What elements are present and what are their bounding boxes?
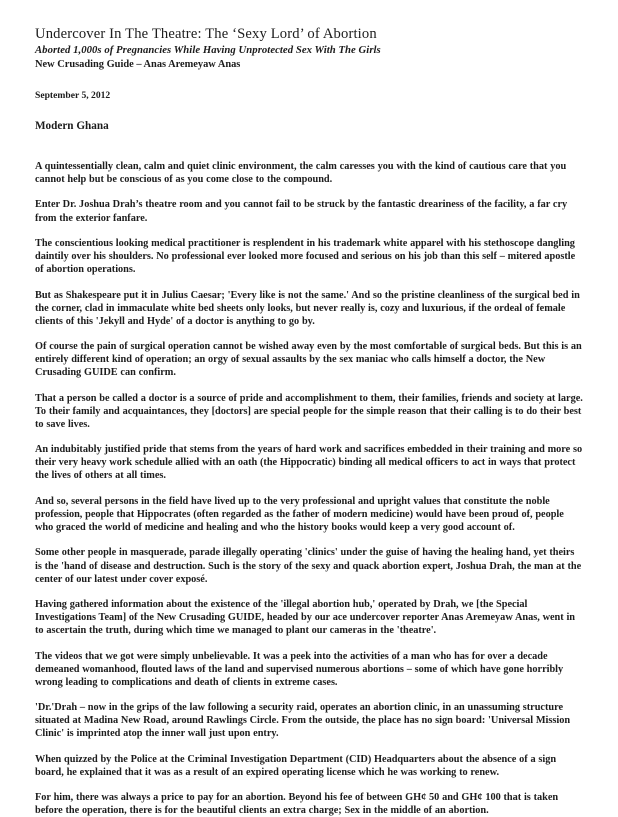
page-title: Undercover In The Theatre: The ‘Sexy Lord’ of Abortion xyxy=(35,26,377,42)
article-paragraph: The conscientious looking medical practitioner is resplendent in his trademark white apparel with his stethoscope dangling daintily over his shoulders. No professional ever looked more focused and serious on his job than this self – mitered apostle of abortion operations. xyxy=(35,237,576,276)
publication-date: September 5, 2012 xyxy=(35,90,111,101)
article-paragraph: Enter Dr. Joshua Drah’s theatre room and you cannot fail to be struck by the fantastic dreariness of the facility, a far cry from the exterior fanfare. xyxy=(35,199,568,224)
article-paragraph: 'Dr.'Drah – now in the grips of the law following a security raid, operates an abortion clinic, in an unassuming structure situated at Madina New Road, around Rawlings Circle. From the outside, the place has no sign board: 'Universal Mission Clinic' is imprinted atop the inner wall just upon entry. xyxy=(35,702,571,740)
article-paragraph: That a person be called a doctor is a source of pride and accomplishment to them, their families, friends and society at large. To their family and acquaintances, they [doctors] are special people for the simple reason that their calling is to do their best to save lives. xyxy=(35,392,583,430)
article-paragraph: For him, there was always a price to pay for an abortion. Beyond his fee of between GH¢ 50 and GH¢ 100 that is taken before the operation, there is for the beautiful clients an extra charge; Sex in the middle of an abortion. xyxy=(35,792,559,817)
article-paragraph: The videos that we got were simply unbelievable. It was a peek into the activities of a man who has for over a decade demeaned womanhood, flouted laws of the land and supervised numerous abortions – some of which have gone horribly wrong leading to complications and death of clients in extreme cases. xyxy=(35,650,564,688)
article-paragraph: Having gathered information about the existence of the 'illegal abortion hub,' operated by Drah, we [the Special Investigations Team] of the New Crusading GUIDE, headed by our ace undercover reporter Anas Aremeyaw Anas, went in to ascertain the truth, during which time we managed to plant our cameras in the 'theatre'. xyxy=(35,599,575,637)
article-paragraph: Some other people in masquerade, parade illegally operating 'clinics' under the guise of having the healing hand, yet theirs is the 'hand of disease and destruction. Such is the story of the sexy and quack abortion expert, Joshua Drah, the man at the center of our latest under cover exposé. xyxy=(35,547,582,585)
article-paragraph: And so, several persons in the field have lived up to the very professional and upright values that constitute the noble profession, people that Hippocrates (often regarded as the father of modern medicine) would have been proud of, people who graced the world of medicine and healing and who the history books would keep a very good account of. xyxy=(35,495,564,534)
article-body xyxy=(35,160,583,817)
article-paragraph: An indubitably justified pride that stems from the years of hard work and sacrifices embedded in their training and more so their very heavy work schedule allied with an oath (the Hippocratic) binding all medical officers to act in ways that protect the lives of others at all times. xyxy=(35,444,583,482)
publication-source: Modern Ghana xyxy=(35,120,109,132)
article-paragraph: A quintessentially clean, calm and quiet clinic environment, the calm caresses you with the kind of cautious care that you cannot help but be conscious of as you come close to the compound. xyxy=(35,161,567,186)
document-byline: New Crusading Guide – Anas Aremeyaw Anas xyxy=(35,59,241,70)
document-subtitle: Aborted 1,000s of Pregnancies While Having Unprotected Sex With The Girls xyxy=(35,44,381,56)
article-paragraph: Of course the pain of surgical operation cannot be wished away even by the most comfortable of surgical beds. But this is an entirely different kind of operation; an orgy of sexual assaults by the sex maniac who calls himself a doctor, the New Crusading GUIDE can confirm. xyxy=(35,341,582,379)
article-paragraph: But as Shakespeare put it in Julius Caesar; 'Every like is not the same.' And so the pristine cleanliness of the surgical bed in the corner, clad in immaculate white bed sheets only looks, but never really is, cozy and luxurious, if the ordeal of female clients of this 'Jekyll and Hyde' of a doctor is anything to go by. xyxy=(35,289,580,327)
article-paragraph: When quizzed by the Police at the Criminal Investigation Department (CID) Headquarters about the absence of a sign board, he explained that it was as a result of an expired operating license which he was working to renew. xyxy=(35,753,557,778)
